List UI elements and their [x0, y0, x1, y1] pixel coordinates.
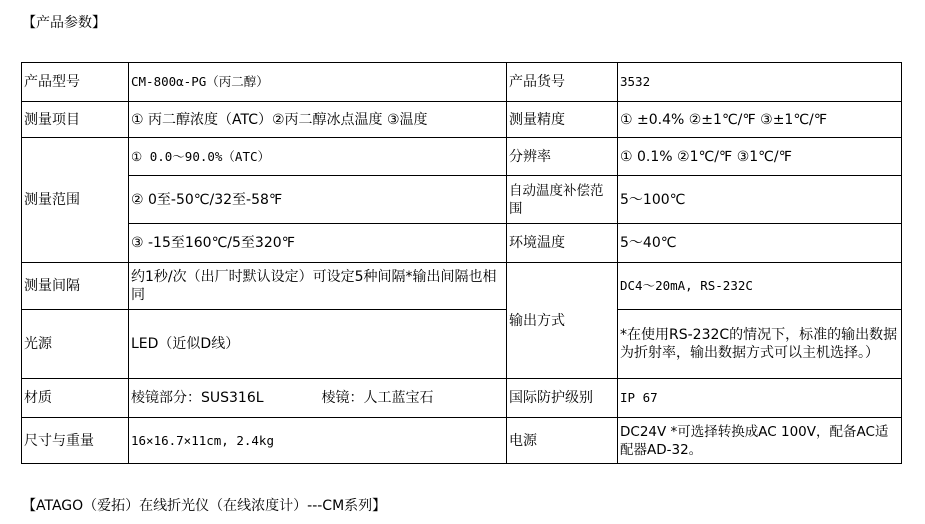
- label-atc-range: 自动温度补偿范围: [507, 176, 618, 224]
- value-accuracy: ① ±0.4% ②±1℃/℉ ③±1℃/℉: [618, 102, 902, 138]
- label-ambient-temp: 环境温度: [507, 224, 618, 263]
- table-row: [22, 224, 902, 263]
- section-heading-product-params: 【产品参数】: [22, 15, 106, 31]
- table-row: [22, 310, 902, 379]
- table-row: [22, 418, 902, 464]
- value-ambient-temp: 5～40℃: [618, 224, 902, 263]
- value-range-2: ② 0至-50℃/32至-58℉: [129, 176, 507, 224]
- value-protection-class: IP 67: [618, 379, 902, 418]
- value-material: [129, 379, 507, 418]
- label-item-number: 产品货号: [507, 63, 618, 102]
- label-size-weight: 尺寸与重量: [22, 418, 129, 464]
- value-prism: 棱镜：人工蓝宝石: [321, 390, 434, 406]
- value-size-weight: 16×16.7×11cm, 2.4kg: [129, 418, 507, 464]
- label-material: 材质: [22, 379, 129, 418]
- label-measure-range: 测量范围: [22, 138, 129, 263]
- value-resolution: ① 0.1% ②1℃/℉ ③1℃/℉: [618, 138, 902, 176]
- value-light-source: LED（近似D线）: [129, 310, 507, 379]
- value-item-number: 3532: [618, 63, 902, 102]
- table-row: [22, 379, 902, 418]
- value-atc-range: 5～100℃: [618, 176, 902, 224]
- value-measure-interval: 约1秒/次（出厂时默认设定）可设定5种间隔*输出间隔也相同: [129, 263, 507, 310]
- label-measure-interval: 测量间隔: [22, 263, 129, 310]
- section-heading-series: 【ATAGO（爱拓）在线折光仪（在线浓度计）---CM系列】: [22, 498, 387, 514]
- value-power: DC24V *可选择转换成AC 100V，配备AC适配器AD-32。: [618, 418, 902, 464]
- label-light-source: 光源: [22, 310, 129, 379]
- label-measure-items: 测量项目: [22, 102, 129, 138]
- label-accuracy: 测量精度: [507, 102, 618, 138]
- label-output-mode: 输出方式: [507, 263, 618, 379]
- value-output-mode: DC4～20mA, RS-232C: [618, 263, 902, 310]
- value-model: CM-800α-PG（丙二醇）: [129, 63, 507, 102]
- table-row: [22, 102, 902, 138]
- value-prism-part: 棱镜部分：SUS316L: [131, 390, 264, 406]
- value-range-1: ① 0.0～90.0%（ATC）: [129, 138, 507, 176]
- table-row: [22, 176, 902, 224]
- table-row: [22, 63, 902, 102]
- label-power: 电源: [507, 418, 618, 464]
- product-params-table: [21, 62, 902, 464]
- table-row: [22, 263, 902, 310]
- value-measure-items: ① 丙二醇浓度（ATC）②丙二醇冰点温度 ③温度: [129, 102, 507, 138]
- table-row: [22, 138, 902, 176]
- label-protection-class: 国际防护级别: [507, 379, 618, 418]
- label-resolution: 分辨率: [507, 138, 618, 176]
- value-output-note: *在使用RS-232C的情况下，标准的输出数据为折射率，输出数据方式可以主机选择。）: [618, 310, 902, 379]
- value-range-3: ③ -15至160℃/5至320℉: [129, 224, 507, 263]
- label-model: 产品型号: [22, 63, 129, 102]
